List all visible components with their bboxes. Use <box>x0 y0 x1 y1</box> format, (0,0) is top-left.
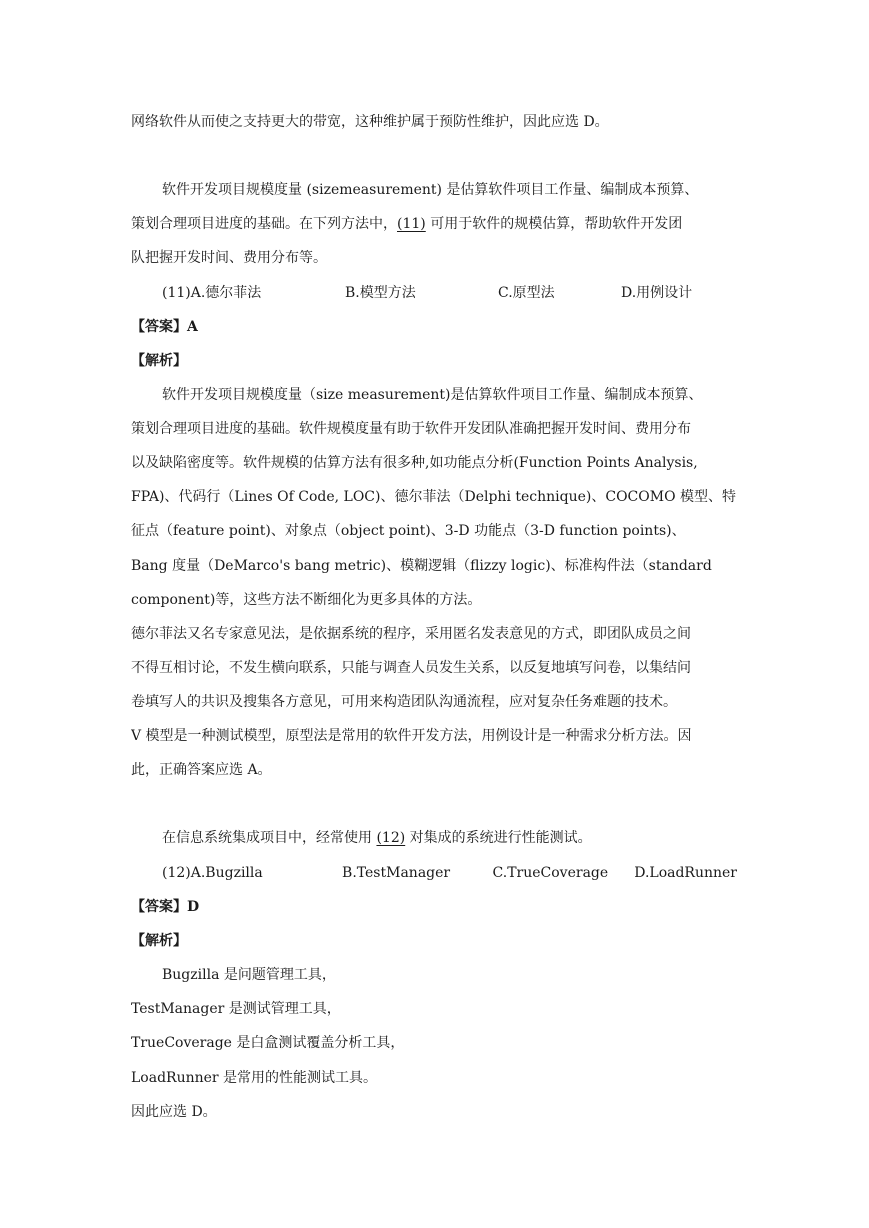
q12-stem-post: 对集成的系统进行性能测试。 <box>405 830 592 846</box>
q11-analysis-line: 不得互相讨论，不发生横向联系，只能与调查人员发生关系，以反复地填写问卷，以集结问 <box>131 660 691 676</box>
q11-analysis-line: 德尔菲法又名专家意见法，是依据系统的程序，采用匿名发表意见的方式，即团队成员之间 <box>131 626 691 642</box>
q11-analysis-label: 【解析】 <box>131 353 187 369</box>
q11-answer-label: 【答案】A <box>131 319 198 335</box>
q11-option-c: C.原型法 <box>498 285 555 301</box>
intro-tail-text: 网络软件从而使之支持更大的带宽，这种维护属于预防性维护，因此应选 D。 <box>131 114 609 130</box>
q11-stem-line-3: 队把握开发时间、费用分布等。 <box>131 250 327 266</box>
q11-analysis-line: component)等，这些方法不断细化为更多具体的方法。 <box>131 592 482 608</box>
q11-options <box>162 283 737 303</box>
q12-analysis-line: TrueCoverage 是白盒测试覆盖分析工具， <box>131 1035 405 1051</box>
q12-option-b: B.TestManager <box>342 865 451 881</box>
q11-stem-pre: 策划合理项目进度的基础。在下列方法中， <box>131 216 397 232</box>
q12-analysis-line: Bugzilla 是问题管理工具， <box>162 967 336 983</box>
q11-analysis-line: 以及缺陷密度等。软件规模的估算方法有很多种,如功能点分析(Function Points Analysis, <box>131 455 698 471</box>
q12-stem-pre: 在信息系统集成项目中，经常使用 <box>162 830 377 846</box>
q12-options <box>162 863 737 883</box>
q11-analysis-line: 征点（feature point)、对象点（object point)、3-D 功能点（3-D function points)、 <box>131 523 686 539</box>
q11-analysis-line: FPA)、代码行（Lines Of Code, LOC)、德尔菲法（Delphi technique)、COCOMO 模型、特 <box>131 489 736 505</box>
q11-stem-post: 可用于软件的规模估算，帮助软件开发团 <box>425 216 683 232</box>
q11-analysis-line: 策划合理项目进度的基础。软件规模度量有助于软件开发团队准确把握开发时间、费用分布 <box>131 421 691 437</box>
q11-analysis-line: 此，正确答案应选 A。 <box>131 762 272 778</box>
q11-option-d: D.用例设计 <box>621 285 693 301</box>
q11-analysis-line: 软件开发项目规模度量（size measurement)是估算软件项目工作量、编制成本预算、 <box>162 387 703 403</box>
q12-option-c: C.TrueCoverage <box>492 865 609 881</box>
q12-stem <box>162 828 737 848</box>
q11-option-b: B.模型方法 <box>345 285 416 301</box>
q11-analysis-line: Bang 度量（DeMarco's bang metric)、模糊逻辑（flizzy logic)、标准构件法（standard <box>131 558 712 574</box>
q11-analysis-line: V 模型是一种测试模型，原型法是常用的软件开发方法，用例设计是一种需求分析方法。因 <box>131 728 692 744</box>
q12-answer-label: 【答案】D <box>131 899 200 915</box>
q12-analysis-line: TestManager 是测试管理工具， <box>131 1001 341 1017</box>
q12-option-a: (12)A.Bugzilla <box>162 865 263 881</box>
q11-stem-line-2 <box>131 214 737 234</box>
q12-option-d: D.LoadRunner <box>634 865 737 881</box>
q12-analysis-label: 【解析】 <box>131 933 187 949</box>
q11-option-a: (11)A.德尔菲法 <box>162 285 262 301</box>
q11-blank: (11) <box>397 216 426 232</box>
q12-blank: (12) <box>376 830 406 846</box>
q12-analysis-line: 因此应选 D。 <box>131 1104 217 1120</box>
q11-analysis-line: 卷填写人的共识及搜集各方意见，可用来构造团队沟通流程，应对复杂任务难题的技术。 <box>131 694 677 710</box>
q11-stem-line-1: 软件开发项目规模度量 (sizemeasurement) 是估算软件项目工作量、编制成本预算、 <box>162 182 699 198</box>
q12-analysis-line: LoadRunner 是常用的性能测试工具。 <box>131 1070 378 1086</box>
